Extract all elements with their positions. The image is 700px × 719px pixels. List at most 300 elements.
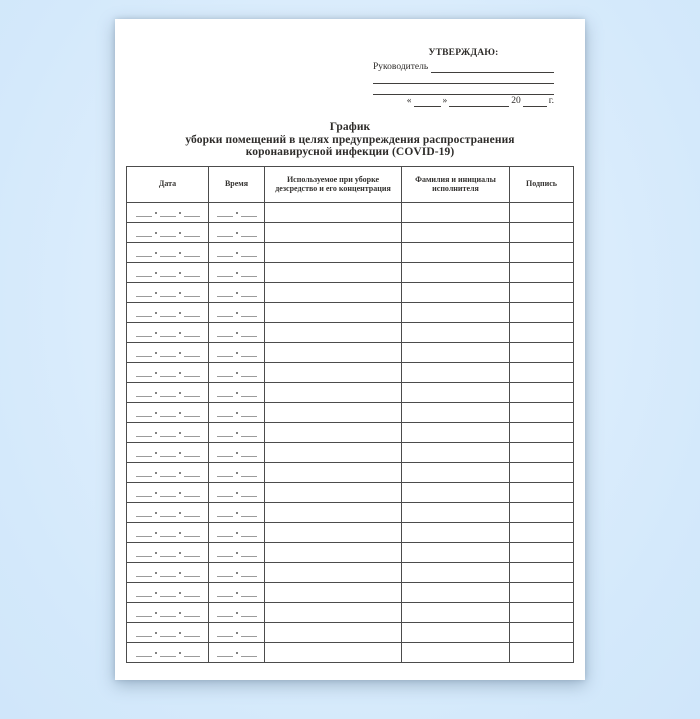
dot-separator: [155, 512, 157, 514]
col-header-time: Время: [209, 166, 265, 202]
signature-cell: [510, 382, 574, 402]
dot-separator: [179, 552, 181, 554]
time-cell: [209, 362, 265, 382]
col-header-executor: Фамилия и инициалы исполнителя: [402, 166, 510, 202]
dot-separator: [236, 432, 238, 434]
time-blank: [217, 496, 233, 497]
approval-blank-line-2: [373, 84, 554, 95]
time-blank-pattern: [209, 523, 264, 542]
date-blank: [160, 236, 176, 237]
date-cell: [127, 642, 209, 662]
signature-cell: [510, 342, 574, 362]
dot-separator: [179, 232, 181, 234]
cleaning-schedule-table: [126, 166, 574, 663]
table-header: [127, 166, 574, 202]
dot-separator: [179, 532, 181, 534]
executor-cell: [402, 222, 510, 242]
signature-cell: [510, 562, 574, 582]
date-blank-pattern: [127, 263, 208, 282]
executor-cell: [402, 562, 510, 582]
approval-block: [373, 19, 554, 108]
date-blank: [136, 376, 152, 377]
date-blank: [184, 576, 200, 577]
dot-separator: [155, 212, 157, 214]
dot-separator: [236, 632, 238, 634]
signature-cell: [510, 222, 574, 242]
disinfectant-cell: [265, 322, 402, 342]
time-blank: [217, 216, 233, 217]
time-cell: [209, 382, 265, 402]
time-blank: [217, 556, 233, 557]
date-blank-pattern: [127, 563, 208, 582]
date-blank: [160, 356, 176, 357]
time-blank: [241, 396, 257, 397]
date-blank: [184, 436, 200, 437]
approval-blank-line-1: [373, 73, 554, 84]
time-blank: [217, 276, 233, 277]
dot-separator: [179, 492, 181, 494]
time-blank-pattern: [209, 283, 264, 302]
time-blank-pattern: [209, 603, 264, 622]
date-blank: [160, 456, 176, 457]
time-blank: [217, 456, 233, 457]
date-blank: [184, 656, 200, 657]
desktop-background: [0, 19, 700, 680]
table-row: [127, 542, 574, 562]
quote-open: «: [406, 96, 412, 106]
executor-cell: [402, 542, 510, 562]
dot-separator: [179, 332, 181, 334]
date-blank: [160, 476, 176, 477]
time-blank: [217, 356, 233, 357]
approval-year-blank: [523, 98, 547, 107]
dot-separator: [179, 652, 181, 654]
disinfectant-cell: [265, 422, 402, 442]
dot-separator: [236, 532, 238, 534]
dot-separator: [236, 452, 238, 454]
date-blank-pattern: [127, 363, 208, 382]
date-blank: [184, 456, 200, 457]
date-blank: [160, 596, 176, 597]
disinfectant-cell: [265, 282, 402, 302]
time-blank: [217, 596, 233, 597]
time-cell: [209, 422, 265, 442]
date-blank-pattern: [127, 443, 208, 462]
date-cell: [127, 582, 209, 602]
date-blank-pattern: [127, 643, 208, 662]
dot-separator: [236, 472, 238, 474]
time-blank-pattern: [209, 583, 264, 602]
signature-cell: [510, 202, 574, 222]
date-blank: [136, 536, 152, 537]
time-blank-pattern: [209, 243, 264, 262]
title-line-1: График: [329, 121, 371, 133]
disinfectant-cell: [265, 442, 402, 462]
time-blank-pattern: [209, 443, 264, 462]
date-blank: [184, 296, 200, 297]
date-blank: [136, 496, 152, 497]
date-blank-pattern: [127, 483, 208, 502]
time-blank: [217, 376, 233, 377]
year-prefix: 20: [511, 96, 521, 106]
table-row: [127, 582, 574, 602]
dot-separator: [179, 412, 181, 414]
dot-separator: [155, 412, 157, 414]
signature-cell: [510, 542, 574, 562]
dot-separator: [179, 472, 181, 474]
dot-separator: [155, 552, 157, 554]
time-blank: [241, 376, 257, 377]
dot-separator: [179, 372, 181, 374]
dot-separator: [155, 632, 157, 634]
disinfectant-cell: [265, 502, 402, 522]
dot-separator: [236, 212, 238, 214]
document-page: [115, 19, 585, 680]
time-blank-pattern: [209, 463, 264, 482]
col-header-disinfectant: Используемое при уборке дезсредство и его концентрация: [265, 166, 402, 202]
executor-cell: [402, 302, 510, 322]
executor-cell: [402, 642, 510, 662]
time-cell: [209, 322, 265, 342]
disinfectant-cell: [265, 302, 402, 322]
time-blank-pattern: [209, 303, 264, 322]
date-cell: [127, 562, 209, 582]
date-cell: [127, 242, 209, 262]
document-title: [115, 121, 585, 159]
date-blank: [160, 576, 176, 577]
time-blank-pattern: [209, 543, 264, 562]
time-cell: [209, 402, 265, 422]
time-blank: [217, 576, 233, 577]
approval-leader-blank: [431, 63, 554, 73]
time-cell: [209, 242, 265, 262]
disinfectant-cell: [265, 262, 402, 282]
disinfectant-cell: [265, 202, 402, 222]
date-blank: [160, 636, 176, 637]
date-cell: [127, 462, 209, 482]
dot-separator: [155, 472, 157, 474]
time-cell: [209, 442, 265, 462]
date-blank: [136, 396, 152, 397]
date-blank-pattern: [127, 203, 208, 222]
time-blank: [217, 296, 233, 297]
time-blank: [241, 576, 257, 577]
date-blank: [184, 216, 200, 217]
date-blank: [160, 436, 176, 437]
time-blank-pattern: [209, 643, 264, 662]
table-row: [127, 442, 574, 462]
disinfectant-cell: [265, 602, 402, 622]
signature-cell: [510, 422, 574, 442]
signature-cell: [510, 442, 574, 462]
dot-separator: [236, 372, 238, 374]
signature-cell: [510, 302, 574, 322]
approval-leader-line: [373, 62, 554, 73]
table-row: [127, 282, 574, 302]
date-blank: [184, 356, 200, 357]
date-blank: [136, 476, 152, 477]
dot-separator: [179, 512, 181, 514]
dot-separator: [155, 252, 157, 254]
date-blank: [160, 256, 176, 257]
signature-cell: [510, 502, 574, 522]
date-blank: [184, 236, 200, 237]
date-blank-pattern: [127, 283, 208, 302]
date-blank: [160, 296, 176, 297]
table-row: [127, 202, 574, 222]
time-blank: [241, 416, 257, 417]
time-blank: [241, 236, 257, 237]
dot-separator: [179, 392, 181, 394]
date-cell: [127, 542, 209, 562]
time-cell: [209, 262, 265, 282]
dot-separator: [236, 572, 238, 574]
date-cell: [127, 202, 209, 222]
time-blank-pattern: [209, 503, 264, 522]
time-blank: [217, 236, 233, 237]
time-cell: [209, 562, 265, 582]
date-blank: [160, 496, 176, 497]
date-blank: [160, 536, 176, 537]
date-cell: [127, 382, 209, 402]
approval-leader-label: Руководитель: [373, 62, 429, 72]
time-blank: [217, 316, 233, 317]
time-blank: [217, 436, 233, 437]
dot-separator: [236, 612, 238, 614]
date-blank: [184, 536, 200, 537]
table-body: [127, 202, 574, 662]
date-blank: [184, 616, 200, 617]
title-line-2: уборки помещений в целях предупреждения распространения: [185, 133, 515, 146]
dot-separator: [236, 652, 238, 654]
date-cell: [127, 522, 209, 542]
time-cell: [209, 622, 265, 642]
dot-separator: [155, 272, 157, 274]
time-blank: [241, 516, 257, 517]
year-suffix: г.: [548, 96, 554, 106]
time-blank: [241, 356, 257, 357]
table-header-row: [127, 166, 574, 202]
time-blank-pattern: [209, 343, 264, 362]
dot-separator: [155, 532, 157, 534]
dot-separator: [179, 632, 181, 634]
time-blank-pattern: [209, 623, 264, 642]
date-blank: [160, 556, 176, 557]
disinfectant-cell: [265, 362, 402, 382]
dot-separator: [179, 292, 181, 294]
time-blank-pattern: [209, 383, 264, 402]
signature-cell: [510, 362, 574, 382]
approval-date-line: [373, 96, 554, 108]
date-blank: [136, 596, 152, 597]
date-blank: [160, 416, 176, 417]
dot-separator: [155, 392, 157, 394]
time-blank-pattern: [209, 563, 264, 582]
approval-day-blank: [414, 98, 441, 107]
date-blank: [160, 316, 176, 317]
dot-separator: [155, 232, 157, 234]
dot-separator: [236, 292, 238, 294]
signature-cell: [510, 522, 574, 542]
dot-separator: [179, 572, 181, 574]
date-blank-pattern: [127, 463, 208, 482]
time-blank: [217, 256, 233, 257]
dot-separator: [236, 272, 238, 274]
time-blank-pattern: [209, 403, 264, 422]
dot-separator: [179, 612, 181, 614]
time-blank: [241, 256, 257, 257]
date-blank: [136, 236, 152, 237]
time-blank: [217, 636, 233, 637]
time-cell: [209, 462, 265, 482]
time-blank: [241, 276, 257, 277]
executor-cell: [402, 402, 510, 422]
time-blank: [241, 476, 257, 477]
date-blank-pattern: [127, 543, 208, 562]
time-blank-pattern: [209, 423, 264, 442]
date-blank: [160, 396, 176, 397]
dot-separator: [179, 352, 181, 354]
time-blank: [241, 596, 257, 597]
date-blank: [160, 336, 176, 337]
dot-separator: [155, 432, 157, 434]
time-cell: [209, 202, 265, 222]
date-cell: [127, 402, 209, 422]
date-blank: [136, 216, 152, 217]
date-cell: [127, 322, 209, 342]
date-blank-pattern: [127, 323, 208, 342]
date-cell: [127, 222, 209, 242]
signature-cell: [510, 582, 574, 602]
date-blank-pattern: [127, 343, 208, 362]
date-blank: [184, 336, 200, 337]
disinfectant-cell: [265, 622, 402, 642]
signature-cell: [510, 282, 574, 302]
executor-cell: [402, 262, 510, 282]
date-blank: [136, 516, 152, 517]
date-cell: [127, 282, 209, 302]
table-row: [127, 422, 574, 442]
time-cell: [209, 582, 265, 602]
disinfectant-cell: [265, 562, 402, 582]
date-blank: [184, 316, 200, 317]
table-row: [127, 482, 574, 502]
disinfectant-cell: [265, 222, 402, 242]
date-blank: [184, 396, 200, 397]
date-blank: [136, 256, 152, 257]
table-row: [127, 602, 574, 622]
table-row: [127, 502, 574, 522]
executor-cell: [402, 442, 510, 462]
disinfectant-cell: [265, 462, 402, 482]
time-blank: [241, 216, 257, 217]
time-blank: [241, 436, 257, 437]
table-row: [127, 522, 574, 542]
time-blank: [241, 636, 257, 637]
signature-cell: [510, 242, 574, 262]
time-cell: [209, 302, 265, 322]
table-row: [127, 342, 574, 362]
time-blank: [241, 336, 257, 337]
date-blank: [136, 656, 152, 657]
date-blank: [136, 356, 152, 357]
time-blank: [217, 476, 233, 477]
dot-separator: [155, 452, 157, 454]
col-header-date: Дата: [127, 166, 209, 202]
table-row: [127, 242, 574, 262]
table-row: [127, 622, 574, 642]
dot-separator: [155, 292, 157, 294]
time-cell: [209, 542, 265, 562]
time-blank: [241, 316, 257, 317]
disinfectant-cell: [265, 382, 402, 402]
dot-separator: [236, 592, 238, 594]
time-blank-pattern: [209, 203, 264, 222]
date-blank: [184, 636, 200, 637]
dot-separator: [236, 332, 238, 334]
date-blank-pattern: [127, 503, 208, 522]
disinfectant-cell: [265, 242, 402, 262]
table-row: [127, 222, 574, 242]
time-blank-pattern: [209, 323, 264, 342]
date-cell: [127, 482, 209, 502]
date-blank-pattern: [127, 603, 208, 622]
dot-separator: [179, 312, 181, 314]
date-cell: [127, 502, 209, 522]
table-row: [127, 402, 574, 422]
dot-separator: [236, 412, 238, 414]
executor-cell: [402, 202, 510, 222]
date-cell: [127, 622, 209, 642]
dot-separator: [155, 492, 157, 494]
date-blank: [184, 256, 200, 257]
time-blank-pattern: [209, 223, 264, 242]
date-blank: [136, 636, 152, 637]
disinfectant-cell: [265, 342, 402, 362]
date-cell: [127, 602, 209, 622]
time-blank: [217, 656, 233, 657]
executor-cell: [402, 462, 510, 482]
date-cell: [127, 302, 209, 322]
table-row: [127, 562, 574, 582]
signature-cell: [510, 262, 574, 282]
table-row: [127, 362, 574, 382]
signature-cell: [510, 482, 574, 502]
time-cell: [209, 222, 265, 242]
date-blank: [184, 276, 200, 277]
executor-cell: [402, 382, 510, 402]
time-cell: [209, 482, 265, 502]
date-blank-pattern: [127, 423, 208, 442]
time-blank: [241, 296, 257, 297]
dot-separator: [155, 312, 157, 314]
executor-cell: [402, 602, 510, 622]
date-blank: [136, 556, 152, 557]
signature-cell: [510, 622, 574, 642]
executor-cell: [402, 282, 510, 302]
dot-separator: [179, 592, 181, 594]
date-blank: [160, 516, 176, 517]
time-blank: [241, 496, 257, 497]
disinfectant-cell: [265, 482, 402, 502]
date-blank: [136, 316, 152, 317]
date-blank: [184, 376, 200, 377]
time-blank: [217, 536, 233, 537]
table-row: [127, 382, 574, 402]
executor-cell: [402, 482, 510, 502]
time-cell: [209, 602, 265, 622]
date-blank: [136, 416, 152, 417]
